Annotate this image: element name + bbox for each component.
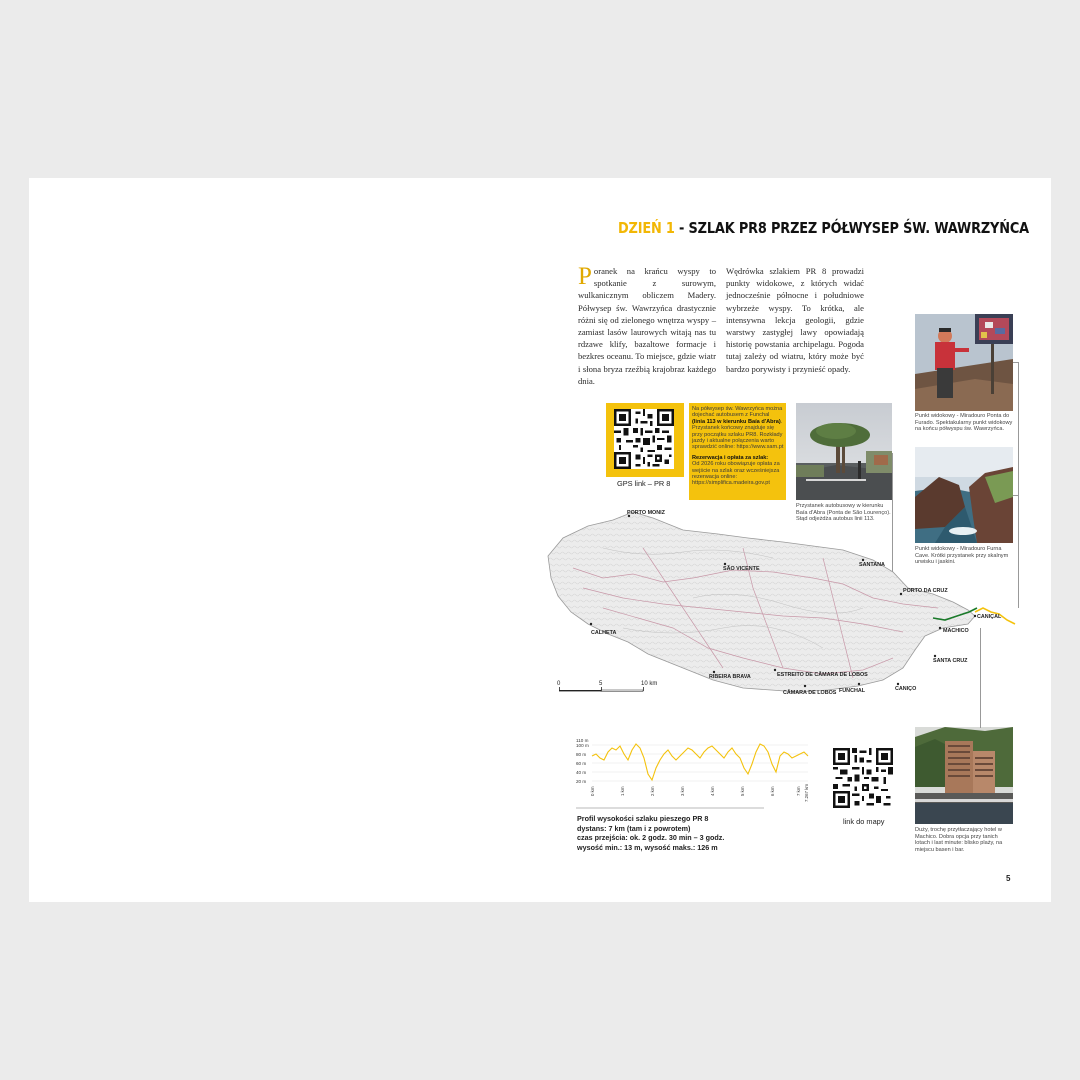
profile-x-tick: 3 km (680, 786, 685, 796)
bus-stop-caption: Przystanek autobusowy w kierunku Baía d'Abra (Ponta de São Lourenço). Stąd odjeżdża autobus linii 113. (796, 503, 891, 522)
viewpoint-1-caption: Punkt widokowy - Miradouro Ponta do Furado. Spektakularny punkt widokowy na końcu półwyspu św. Wawrzyńca. (915, 413, 1013, 432)
map-label: CÂMARA DE LOBOS (783, 690, 837, 696)
profile-x-tick: 4 km (710, 786, 715, 796)
scale-label: 5 (599, 681, 603, 687)
profile-x-tick: 2 km (650, 786, 655, 796)
title-accent: DZIEŃ 1 (618, 219, 675, 237)
profile-caption-line: dystans: 7 km (tam i z powrotem) (577, 823, 691, 833)
profile-x-tick: 7 km (796, 786, 801, 796)
info-reservation-text: Od 2026 roku obowiązuje opłata za wejście na szlak oraz wcześniejsza rezerwacja online: https://simplifica.madeira.gov.pt (692, 461, 780, 487)
info-text-1a: Na półwysep św. Wawrzyńca można dojechać autobusem z Funchal (692, 406, 783, 419)
column-2-text: Wędrówka szlakiem PR 8 prowadzi punkty widokowe, z których widać jednocześnie północne i południowe wybrzeże wyspy. To krótka, ale intensywna lekcja geologii, gdzie warstwy zastygłej lawy opowiadają historię powstania archipelagu. Pogoda tutaj zależy od wiatru, który może być bardzo porywisty i przynieść opady. (726, 266, 864, 374)
map-label: CANIÇO (895, 686, 917, 692)
info-text-1b: . Przystanek końcowy znajduje się przy początku szlaku PR8. Rozkłady jazdy i aktualne połączenia warto sprawdzić online: https://www.sam.pt (692, 418, 784, 451)
text-column-2 (726, 265, 864, 375)
profile-y-tick: 60 m (576, 761, 587, 766)
island-shape (548, 512, 975, 692)
map-label: MACHICO (943, 628, 969, 634)
profile-x-tick: 0 km (590, 786, 595, 796)
viewpoint-photo-1 (915, 314, 1013, 411)
map-qr-caption: link do mapy (843, 817, 885, 826)
gps-qr-panel (606, 403, 684, 477)
profile-x-tick: 6 km (770, 786, 775, 796)
profile-y-tick: 110 m (576, 738, 589, 743)
map-label: SANTA CRUZ (933, 658, 968, 664)
map-label: CALHETA (591, 630, 617, 636)
scale-label: 10 km (641, 681, 658, 687)
profile-y-tick: 40 m (576, 770, 587, 775)
map-scale-bar (557, 681, 657, 691)
info-reservation-heading: Rezerwacja i opłata za szlak: (692, 454, 769, 461)
profile-caption-line: czas przejścia: ok. 2 godz. 30 min – 3 godz. (577, 833, 725, 843)
page-number: 5 (1006, 874, 1011, 883)
hotel-photo (915, 727, 1013, 824)
gps-qr-caption: GPS link – PR 8 (617, 479, 671, 488)
elevation-profile (560, 738, 810, 810)
info-bus-line: (linia 113 w kierunku Baía d'Abra) (692, 418, 781, 425)
column-1-text: oranek na krańcu wyspy to spotkanie z surowym, wulkanicznym obliczem Madery. Półwysep św. Wawrzyńca drastycznie różni się od zielonego wnętrza wyspy – zamiast lasów laurowych witają nas tu rdzawe klify, bazaltowe formacje i bezkres oceanu. To miejsce, gdzie wiatr i słona bryza rzeźbią krajobraz każdego dnia. (578, 266, 716, 386)
page-title (618, 219, 1029, 237)
gps-qr-code-icon[interactable] (614, 409, 674, 469)
profile-caption-line: Profil wysokości szlaku pieszego PR 8 (577, 814, 709, 823)
profile-x-tick: 1 km (620, 786, 625, 796)
profile-x-tick: 5 km (740, 786, 745, 796)
profile-caption (577, 814, 724, 852)
title-rest: - SZLAK PR8 PRZEZ PÓŁWYSEP ŚW. WAWRZYŃCA (674, 219, 1029, 237)
map-label: PORTO MONIZ (627, 510, 665, 516)
viewpoint-2-caption: Punkt widokowy - Miradouro Furna Cave. Krótki przystanek przy skalnym urwisku i jaskini. (915, 546, 1009, 565)
profile-y-tick: 100 m (576, 743, 589, 748)
map-label: RIBEIRA BRAVA (709, 674, 751, 680)
profile-y-tick: 20 m (576, 779, 587, 784)
profile-caption-line: wysość min.: 13 m, wysość maks.: 126 m (577, 842, 718, 852)
leader-line (1013, 495, 1018, 496)
bus-stop-photo (796, 403, 892, 500)
map-label: ESTREITO DE CÂMARA DE LOBOS (777, 672, 868, 678)
map-label: PORTO DA CRUZ (903, 588, 948, 594)
map-label: SÃO VICENTE (723, 566, 760, 572)
hotel-caption: Duży, trochę przytłaczający hotel w Machico. Dobra opcja przy tanich lotach i last minute: blisko plaży, na miejscu basen i bar. (915, 827, 1003, 853)
map-label: CANIÇAL (977, 614, 1002, 620)
text-column-1 (578, 265, 716, 387)
map-label: FUNCHAL (839, 688, 866, 694)
map-qr-code-icon[interactable] (833, 748, 893, 808)
island-map[interactable] (543, 508, 1043, 708)
info-box (689, 403, 786, 500)
profile-y-tick: 80 m (576, 752, 587, 757)
drop-cap: P (578, 263, 592, 290)
scale-label: 0 (557, 681, 561, 687)
map-label: SANTANA (859, 562, 885, 568)
profile-x-tick: 7.267 km (804, 783, 809, 802)
profile-line (592, 744, 808, 780)
